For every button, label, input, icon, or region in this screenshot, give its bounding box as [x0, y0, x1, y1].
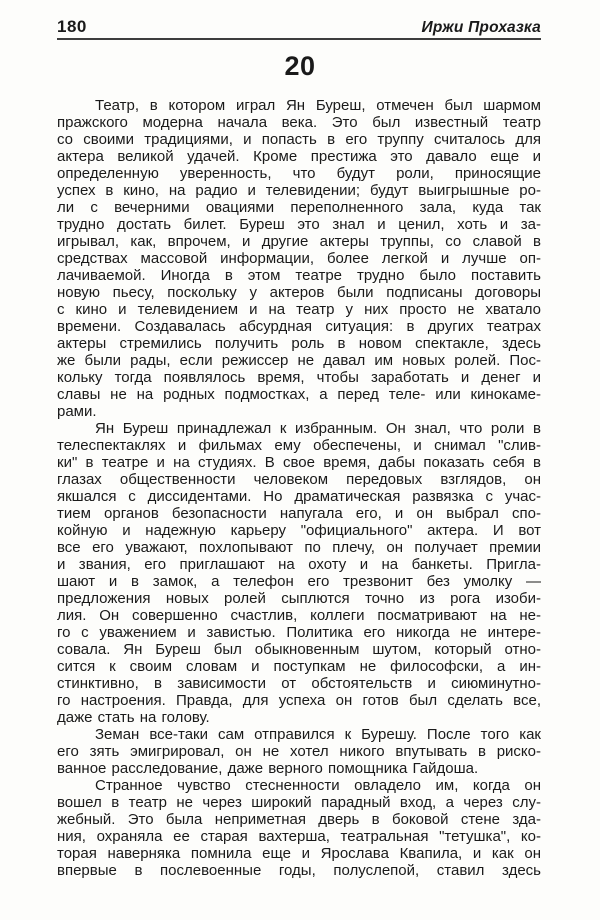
text-line: актеры стремились получить роль в новом спектакле, здесь: [57, 335, 541, 352]
paragraph: [57, 777, 541, 879]
text-line: койную и надежную карьеру "официального" актера. И вот: [57, 522, 541, 539]
running-head-author: Иржи Прохазка: [421, 19, 541, 36]
header-rule: [57, 38, 541, 40]
text-line: пражского модерна начала века. Это был известный театр: [57, 114, 541, 131]
text-line: Странное чувство стесненности овладело им, когда он: [95, 777, 541, 794]
text-line: и звания, его приглашают на охоту и на банкеты. Пригла-: [57, 556, 541, 573]
text-line: тием органов безопасности напугала его, и он выбрал спо-: [57, 505, 541, 522]
text-line: все его уважают, похлопывают по плечу, он получает премии: [57, 539, 541, 556]
text-line: же были рады, если режиссер не давал им новых ролей. Пос-: [57, 352, 541, 369]
text-line: с кино и телевидением и на театр у них просто не хватало: [57, 301, 541, 318]
text-line: славы не на родных подмостках, а перед теле- или кинокаме-: [57, 386, 541, 403]
text-line: средствах массовой информации, более легкой и лучше оп-: [57, 250, 541, 267]
text-line: якшался с диссидентами. Но драматическая развязка с учас-: [57, 488, 541, 505]
text-line: рами.: [57, 403, 97, 420]
text-line: торая наверняка помнила еще и Ярослава Квапила, и как он: [57, 845, 541, 862]
text-line: со своими традициями, и попасть в его труппу считалось для: [57, 131, 541, 148]
text-line: ния, охраняла ее старая вахтерша, театральная "тетушка", ко-: [57, 828, 541, 845]
text-line: впервые в послевоенные годы, полуслепой, ставил здесь: [57, 862, 541, 879]
text-line: жебный. Это была неприметная дверь в боковой стене зда-: [57, 811, 541, 828]
text-line: го с уважением и завистью. Политика его никогда не интере-: [57, 624, 541, 641]
text-line: ванное расследование, даже верного помощника Гайдоша.: [57, 760, 479, 777]
text-line: ки" в театре и на студиях. В свое время, дабы показать себя в: [57, 454, 541, 471]
text-block: [57, 97, 541, 879]
text-line: лачиваемой. Иногда в этом театре трудно было поставить: [57, 267, 541, 284]
text-line: успех в кино, на радио и телевидении; будут выигрышные ро-: [57, 182, 541, 199]
text-line: его зять эмигрировал, он не хотел никого впутывать в риско-: [57, 743, 541, 760]
paragraph: [57, 420, 541, 726]
text-line: Земан все-таки сам отправился к Бурешу. После того как: [95, 726, 541, 743]
text-line: даже стать на голову.: [57, 709, 210, 726]
text-line: трудно достать билет. Буреш это знал и ценил, хоть и за-: [57, 216, 541, 233]
text-line: го настроения. Правда, для успеха он готов был сделать все,: [57, 692, 541, 709]
page-header: [57, 17, 541, 37]
text-line: шают и в замок, а телефон его трезвонит без умолку —: [57, 573, 541, 590]
text-line: Театр, в котором играл Ян Буреш, отмечен был шармом: [95, 97, 541, 114]
text-line: вошел в театр не через широкий парадный вход, а через слу-: [57, 794, 541, 811]
text-line: телеспектаклях и фильмах ему обеспечены, и снимал "слив-: [57, 437, 541, 454]
text-line: Ян Буреш принадлежал к избранным. Он знал, что роли в: [95, 420, 541, 437]
paragraph: [57, 726, 541, 777]
text-line: сится к своим словам и поступкам не философски, а ин-: [57, 658, 541, 675]
text-line: новую пьесу, поскольку у актеров были подписаны договоры: [57, 284, 541, 301]
text-line: игрывал, как, впрочем, и другие актеры труппы, со славой в: [57, 233, 541, 250]
text-line: ли с вечерними овациями переполненного зала, куда так: [57, 199, 541, 216]
text-line: времени. Создавалась абсурдная ситуация: в других театрах: [57, 318, 541, 335]
text-line: стинктивно, в зависимости от обстоятельств и сиюминутно-: [57, 675, 541, 692]
text-line: глазах общественности человеком передовых взглядов, он: [57, 471, 541, 488]
text-line: кольку тогда появлялось время, чтобы заработать и денег и: [57, 369, 541, 386]
text-line: лия. Он совершенно счастлив, коллеги посматривают на не-: [57, 607, 541, 624]
text-line: совала. Ян Буреш был обыкновенным шутом, который отно-: [57, 641, 541, 658]
chapter-heading: 20: [284, 51, 316, 81]
paragraph: [57, 97, 541, 420]
page-number: 180: [57, 17, 87, 36]
text-line: актера великой удачей. Кроме престижа это давало еще и: [57, 148, 541, 165]
text-line: определенную уверенность, что будут роли, приносящие: [57, 165, 541, 182]
text-line: предложения новых ролей сыплются точно из рога изоби-: [57, 590, 541, 607]
